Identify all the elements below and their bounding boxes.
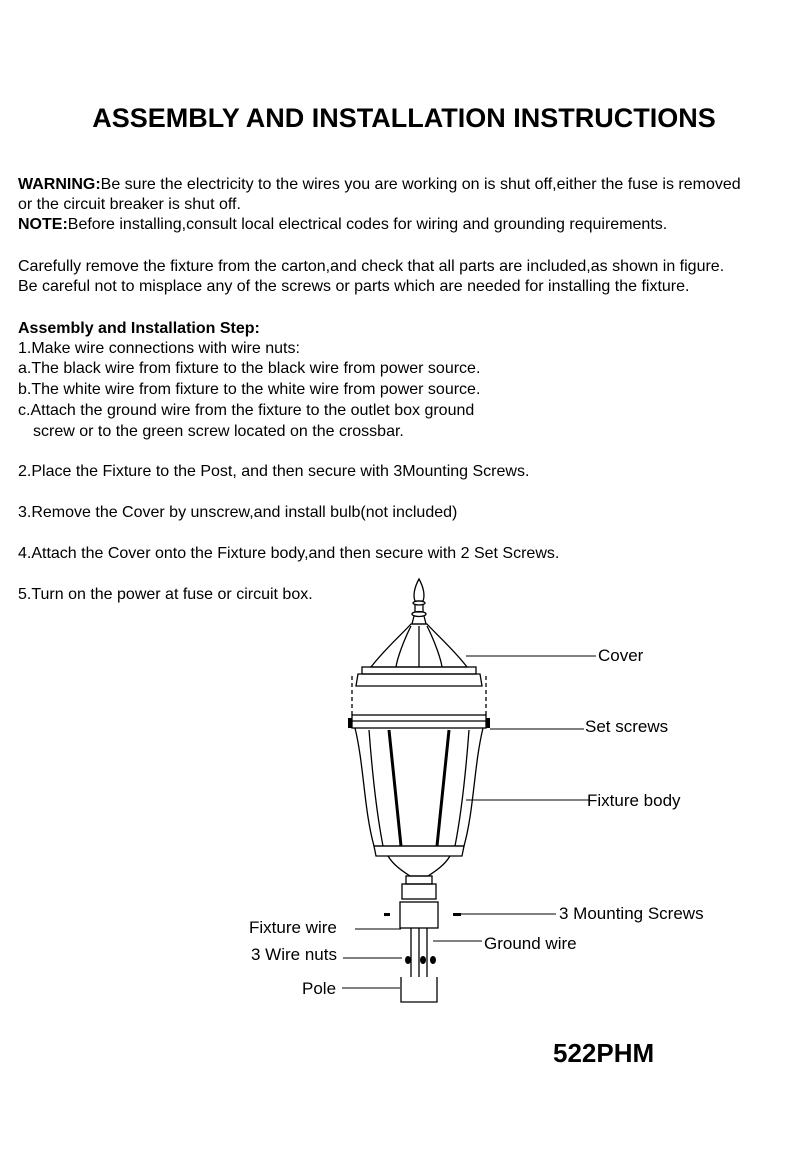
cover-dome (356, 624, 482, 686)
intro-line-1: Carefully remove the fixture from the carton,and check that all parts are included,as shown in figure. (18, 258, 725, 275)
cover-outline-dashed (352, 676, 486, 715)
label-pole: Pole (302, 979, 337, 998)
mounting-screw-right (453, 913, 461, 916)
pole (401, 977, 437, 1002)
wire-nut-2 (420, 956, 426, 964)
warning-text-1: Be sure the electricity to the wires you are working on is shut off,either the fuse is removed (100, 176, 741, 193)
model-number: 522PHM (553, 1038, 655, 1068)
post-adapter (400, 902, 438, 928)
step-1: 1.Make wire connections with wire nuts: (18, 340, 300, 357)
label-wire-nuts: 3 Wire nuts (251, 945, 337, 964)
step-1b: b.The white wire from fixture to the white wire from power source. (18, 381, 481, 398)
set-screw-right (486, 718, 490, 728)
label-cover: Cover (598, 646, 644, 665)
fixture-body (355, 728, 483, 899)
label-ground-wire: Ground wire (484, 934, 577, 953)
step-1c-line-2: screw or to the green screw located on the crossbar. (33, 423, 404, 440)
warning-text-2: or the circuit breaker is shut off. (18, 196, 241, 213)
finial (412, 579, 426, 624)
fixture-collar (352, 715, 486, 728)
label-fixture-body: Fixture body (587, 791, 681, 810)
set-screw-left (348, 718, 352, 728)
step-5: 5.Turn on the power at fuse or circuit box. (18, 586, 313, 603)
mounting-screw-left (384, 913, 390, 916)
label-mounting-screws: 3 Mounting Screws (559, 904, 704, 923)
label-fixture-wire: Fixture wire (249, 918, 337, 937)
note-label: NOTE: (18, 216, 68, 233)
label-set-screws: Set screws (585, 717, 669, 736)
intro-line-2: Be careful not to misplace any of the screws or parts which are needed for installing the fixture. (18, 278, 690, 295)
note-text: Before installing,consult local electrical codes for wiring and grounding requirements. (67, 216, 668, 233)
wire-nut-1 (405, 956, 411, 964)
warning-label: WARNING: (18, 176, 101, 193)
wires (411, 928, 427, 977)
step-4: 4.Attach the Cover onto the Fixture body,and then secure with 2 Set Screws. (18, 545, 560, 562)
wire-nut-3 (430, 956, 436, 964)
step-1a: a.The black wire from fixture to the black wire from power source. (18, 360, 481, 377)
steps-heading: Assembly and Installation Step: (18, 320, 260, 337)
page-title: ASSEMBLY AND INSTALLATION INSTRUCTIONS (92, 103, 716, 133)
step-2: 2.Place the Fixture to the Post, and then secure with 3Mounting Screws. (18, 463, 530, 480)
screws (348, 718, 490, 964)
step-3: 3.Remove the Cover by unscrew,and install bulb(not included) (18, 504, 458, 521)
step-1c-line-1: c.Attach the ground wire from the fixture to the outlet box ground (18, 402, 475, 419)
